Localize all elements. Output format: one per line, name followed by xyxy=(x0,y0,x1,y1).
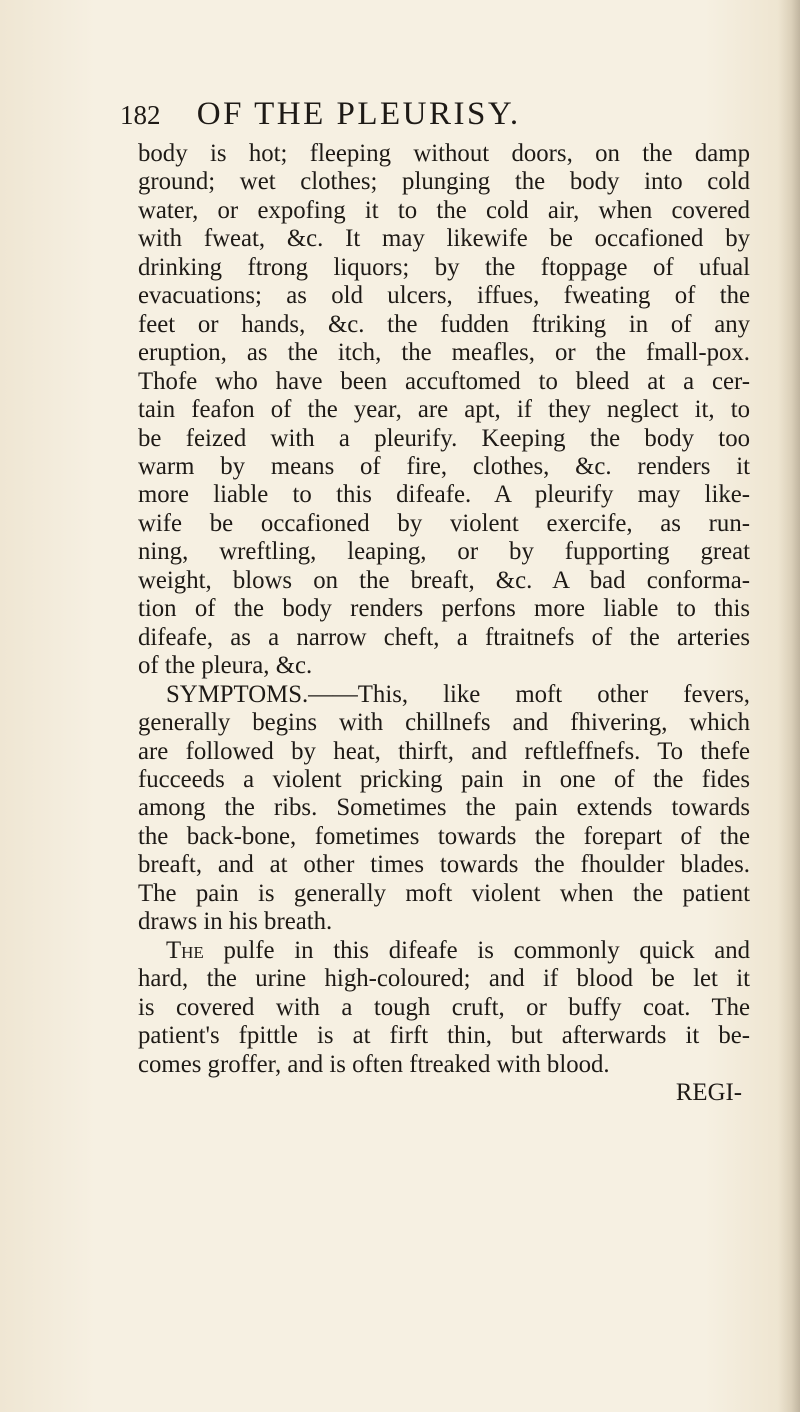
catchword: REGI- xyxy=(675,1078,742,1106)
text-line: among the ribs. Sometimes the pain extends towards xyxy=(138,794,750,822)
text-line: the back-bone, fometimes towards the forepart of the xyxy=(138,822,750,850)
text-line: ground; wet clothes; plunging the body into cold xyxy=(138,168,750,196)
text-line: body is hot; fleeping without doors, on the damp xyxy=(138,140,750,167)
text-line: fucceeds a violent pricking pain in one of the fides xyxy=(138,765,750,793)
paragraph-symptoms xyxy=(138,681,750,937)
text-line: hard, the urine high-coloured; and if blood be let it xyxy=(138,965,750,993)
text-line: generally begins with chillnefs and fhivering, which xyxy=(138,709,750,737)
page-edge-shadow xyxy=(778,0,800,1412)
text-line: weight, blows on the breaft, &c. A bad conforma- xyxy=(138,566,750,594)
text-line: is covered with a tough cruft, or buffy coat. The xyxy=(138,993,750,1021)
text-line: SYMPTOMS.——This, like moft other fevers, xyxy=(166,680,750,708)
text-line: tion of the body renders perfons more liable to this xyxy=(138,595,750,623)
paragraph-causes xyxy=(138,140,750,681)
running-title: OF THE PLEURISY. xyxy=(196,96,521,132)
text-line: breaft, and at other times towards the fhoulder blades. xyxy=(138,851,750,879)
paragraph-pulse xyxy=(138,937,750,1079)
text-line: difeafe, as a narrow cheft, a ftraitnefs of the arteries xyxy=(138,623,750,651)
page-header xyxy=(120,96,740,146)
text-line: drinking ftrong liquors; by the ftoppage of ufual xyxy=(138,253,750,281)
text-line: Thofe who have been accuftomed to bleed at a cer- xyxy=(138,367,750,395)
text-line: more liable to this difeafe. A pleurify may like- xyxy=(138,481,750,509)
page-number: 182 xyxy=(120,100,161,130)
text-line: wife be occafioned by violent exercife, as run- xyxy=(138,509,750,537)
text-line: warm by means of fire, clothes, &c. renders it xyxy=(138,452,750,480)
text-line: comes groffer, and is often ftreaked with blood. xyxy=(138,1050,610,1078)
lead-line-rest: pulfe in this difeafe is commonly quick and xyxy=(203,936,750,964)
text-line: ning, wreftling, leaping, or by fupporting great xyxy=(138,538,750,566)
text-line: be feized with a pleurify. Keeping the body too xyxy=(138,424,750,452)
text-line: draws in his breath. xyxy=(138,908,333,936)
text-line: water, or expofing it to the cold air, when covered xyxy=(138,196,750,224)
text-line: with fweat, &c. It may likewife be occafioned by xyxy=(138,225,750,253)
text-line: are followed by heat, thirft, and reftleffnefs. To thefe xyxy=(138,737,750,765)
lead-word: The xyxy=(166,936,204,964)
text-line: The pain is generally moft violent when the patient xyxy=(138,879,750,907)
text-line: feet or hands, &c. the fudden ftriking in of any xyxy=(138,310,750,338)
text-line: eruption, as the itch, the meafles, or the fmall-pox. xyxy=(138,339,750,367)
body-text xyxy=(138,140,750,1107)
text-line: tain feafon of the year, are apt, if they neglect it, to xyxy=(138,396,750,424)
text-line: evacuations; as old ulcers, iffues, fweating of the xyxy=(138,282,750,310)
text-line xyxy=(138,937,750,965)
text-line: patient's fpittle is at firft thin, but afterwards it be- xyxy=(138,1022,750,1050)
text-line: of the pleura, &c. xyxy=(138,652,313,680)
